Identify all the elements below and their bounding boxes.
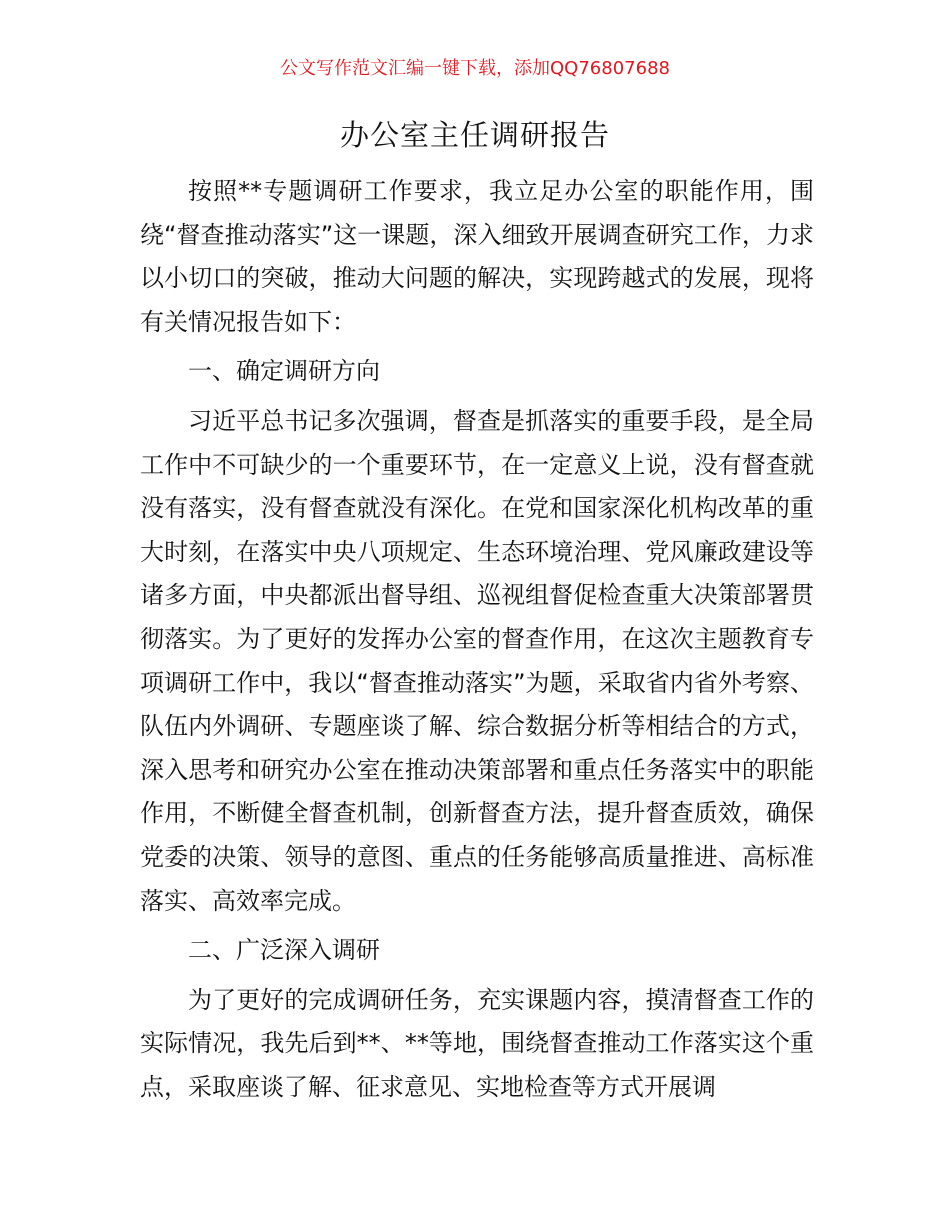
download-promo-note: 公文写作范文汇编一键下载，添加QQ76807688 xyxy=(280,58,670,79)
intro-paragraph: 按照**专题调研工作要求，我立足办公室的职能作用，围绕“督查推动落实”这一课题，深入细致开展调查研究工作，力求以小切口的突破，推动大问题的解决，实现跨越式的发展，现将有关情况报告如下： xyxy=(140,177,814,336)
section-heading-direction: 一、确定调研方向 xyxy=(188,357,380,386)
section-heading-research: 二、广泛深入调研 xyxy=(188,936,380,965)
page-title: 办公室主任调研报告 xyxy=(339,118,610,152)
document-body xyxy=(140,170,814,1109)
section-paragraph-direction: 习近平总书记多次强调，督查是抓落实的重要手段，是全局工作中不可缺少的一个重要环节，在一定意义上说，没有督查就没有落实，没有督查就没有深化。在党和国家深化机构改革的重大时刻，在落实中央八项规定、生态环境治理、党风廉政建设等诸多方面，中央都派出督导组、巡视组督促检查重大决策部署贯彻落实。为了更好的发挥办公室的督查作用，在这次主题教育专项调研工作中，我以“督查推动落实”为题，采取省内省外考察、队伍内外调研、专题座谈了解、综合数据分析等相结合的方式，深入思考和研究办公室在推动决策部署和重点任务落实中的职能作用，不断健全督查机制，创新督查方法，提升督查质效，确保党委的决策、领导的意图、重点的任务能够高质量推进、高标准落实、高效率完成。 xyxy=(140,406,814,915)
section-paragraph-research: 为了更好的完成调研任务，充实课题内容，摸清督查工作的实际情况，我先后到**、**等地，围绕督查推动工作落实这个重点，采取座谈了解、征求意见、实地检查等方式开展调 xyxy=(140,985,814,1101)
